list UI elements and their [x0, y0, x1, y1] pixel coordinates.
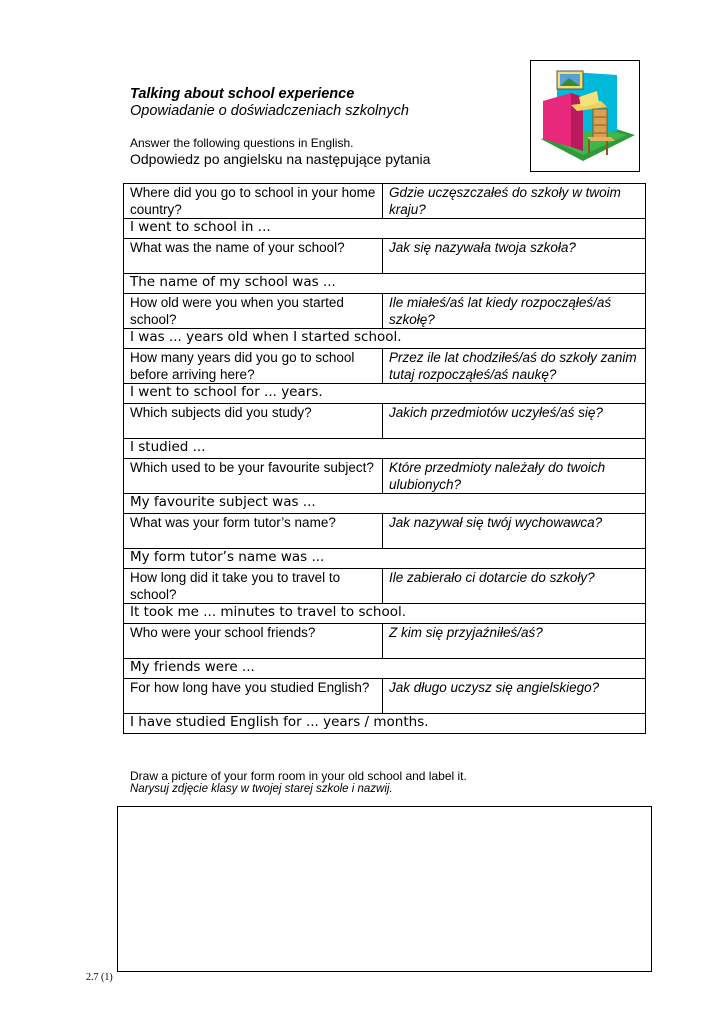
question-row [124, 404, 646, 439]
question-row [124, 349, 646, 384]
answer-row[interactable] [124, 604, 646, 624]
question-polish: Jakich przedmiotów uczyłeś/aś się? [383, 404, 646, 439]
question-english: How old were you when you started school? [124, 294, 383, 329]
answer-prompt[interactable]: It took me ... minutes to travel to school. [124, 604, 646, 624]
question-polish: Gdzie uczęszczałeś do szkoły w twoim kraju? [383, 184, 646, 219]
answer-row[interactable] [124, 549, 646, 569]
answer-prompt[interactable]: I went to school in ... [124, 219, 646, 239]
drawing-instruction-polish: Narysuj zdjęcie klasy w twojej starej szkole i nazwij. [130, 783, 393, 795]
question-polish: Ile zabierało ci dotarcie do szkoły? [383, 569, 646, 604]
question-english: Who were your school friends? [124, 624, 383, 659]
question-row [124, 514, 646, 549]
question-english: How many years did you go to school before arriving here? [124, 349, 383, 384]
question-row [124, 294, 646, 329]
instruction-polish: Odpowiedz po angielsku na następujące pytania [130, 151, 431, 167]
answer-row[interactable] [124, 659, 646, 679]
question-polish: Z kim się przyjaźniłeś/aś? [383, 624, 646, 659]
drawing-area[interactable] [117, 806, 652, 972]
question-row [124, 184, 646, 219]
question-english: Where did you go to school in your home country? [124, 184, 383, 219]
question-polish: Jak nazywał się twój wychowawca? [383, 514, 646, 549]
question-polish: Jak długo uczysz się angielskiego? [383, 679, 646, 714]
instruction-english: Answer the following questions in English. [130, 136, 354, 150]
answer-prompt[interactable]: I went to school for ... years. [124, 384, 646, 404]
questions-table [123, 183, 646, 734]
question-english: How long did it take you to travel to school? [124, 569, 383, 604]
page-reference: 2.7 (1) [86, 972, 113, 983]
question-english: Which subjects did you study? [124, 404, 383, 439]
page-subtitle: Opowiadanie o doświadczeniach szkolnych [130, 103, 409, 119]
question-english: What was your form tutor’s name? [124, 514, 383, 549]
question-row [124, 569, 646, 604]
answer-row[interactable] [124, 219, 646, 239]
answer-row[interactable] [124, 714, 646, 734]
drawing-instruction-english: Draw a picture of your form room in your old school and label it. [130, 769, 467, 783]
question-row [124, 624, 646, 659]
question-row [124, 679, 646, 714]
answer-row[interactable] [124, 439, 646, 459]
answer-prompt[interactable]: My form tutor’s name was ... [124, 549, 646, 569]
question-row [124, 239, 646, 274]
answer-row[interactable] [124, 384, 646, 404]
question-english: What was the name of your school? [124, 239, 383, 274]
answer-prompt[interactable]: The name of my school was ... [124, 274, 646, 294]
question-polish: Jak się nazywała twoja szkoła? [383, 239, 646, 274]
question-polish: Które przedmioty należały do twoich ulubionych? [383, 459, 646, 494]
classroom-clipart-icon [530, 60, 640, 172]
answer-prompt[interactable]: My favourite subject was ... [124, 494, 646, 514]
answer-prompt[interactable]: My friends were ... [124, 659, 646, 679]
question-polish: Przez ile lat chodziłeś/aś do szkoły zanim tutaj rozpocząłeś/aś naukę? [383, 349, 646, 384]
answer-row[interactable] [124, 329, 646, 349]
answer-row[interactable] [124, 274, 646, 294]
question-english: For how long have you studied English? [124, 679, 383, 714]
page-title: Talking about school experience [130, 86, 355, 102]
answer-prompt[interactable]: I was ... years old when I started school. [124, 329, 646, 349]
answer-row[interactable] [124, 494, 646, 514]
question-row [124, 459, 646, 494]
question-english: Which used to be your favourite subject? [124, 459, 383, 494]
answer-prompt[interactable]: I studied ... [124, 439, 646, 459]
answer-prompt[interactable]: I have studied English for ... years / months. [124, 714, 646, 734]
question-polish: Ile miałeś/aś lat kiedy rozpocząłeś/aś szkołę? [383, 294, 646, 329]
